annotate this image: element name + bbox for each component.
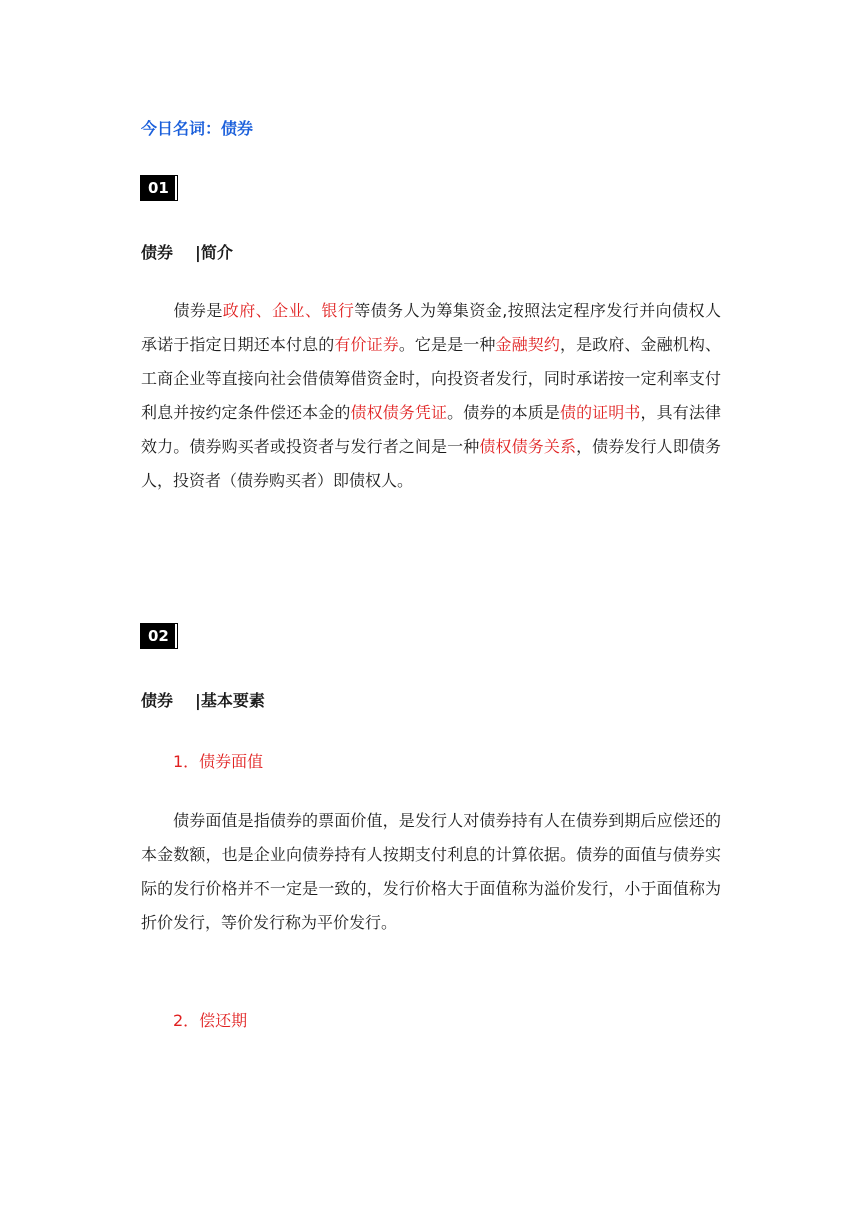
heading-subject: 债券 bbox=[141, 691, 174, 710]
heading-title: |基本要素 bbox=[195, 691, 265, 710]
intro-paragraph bbox=[141, 294, 721, 498]
highlighted-term: 政府、企业、银行 bbox=[222, 301, 355, 320]
paragraph-text: 债券是 bbox=[173, 301, 223, 320]
paragraph-text: 等债务人为筹集资金,按照法定程序发行并向债权人承诺于指定日期还本付息的 bbox=[141, 301, 721, 354]
heading-title: |简介 bbox=[195, 243, 233, 262]
section-number-badge: 02 bbox=[141, 624, 177, 648]
subsection-label: 2．偿还期 bbox=[173, 1011, 248, 1030]
highlighted-term: 有价证券 bbox=[334, 335, 399, 354]
highlighted-term: 债的证明书 bbox=[559, 403, 641, 422]
subsection-label: 1．债券面值 bbox=[173, 752, 264, 771]
heading-subject: 债券 bbox=[141, 243, 174, 262]
paragraph-text: 。债券的本质是 bbox=[447, 403, 560, 422]
paragraph-text: 。它是是一种 bbox=[398, 335, 496, 354]
paragraph-text: ，具有法律效力。债券购买者或投资者与发行者之间是一种 bbox=[141, 403, 721, 456]
highlighted-term: 金融契约 bbox=[495, 335, 560, 354]
section-number-badge: 01 bbox=[141, 176, 177, 200]
paragraph-text: ，是政府、金融机构、工商企业等直接向社会借债筹借资金时，向投资者发行，同时承诺按一定利率支付利息并按约定条件偿还本金的 bbox=[141, 335, 721, 422]
face-value-paragraph bbox=[141, 804, 721, 940]
word-of-day-title: 今日名词：债券 bbox=[141, 119, 254, 138]
face-value-text: 债券面值是指债券的票面价值，是发行人对债券持有人在债券到期后应偿还的本金数额，也是企业向债券持有人按期支付利息的计算依据。债券的面值与债券实际的发行价格并不一定是一致的，发行价格大于面值称为溢价发行，小于面值称为折价发行，等价发行称为平价发行。 bbox=[141, 811, 721, 932]
section-heading bbox=[141, 688, 265, 711]
highlighted-term: 债权债务凭证 bbox=[350, 403, 448, 422]
highlighted-term: 债权债务关系 bbox=[479, 437, 577, 456]
paragraph-text: ，债券发行人即债务人，投资者（债券购买者）即债权人。 bbox=[141, 437, 721, 490]
section-heading bbox=[141, 240, 233, 263]
